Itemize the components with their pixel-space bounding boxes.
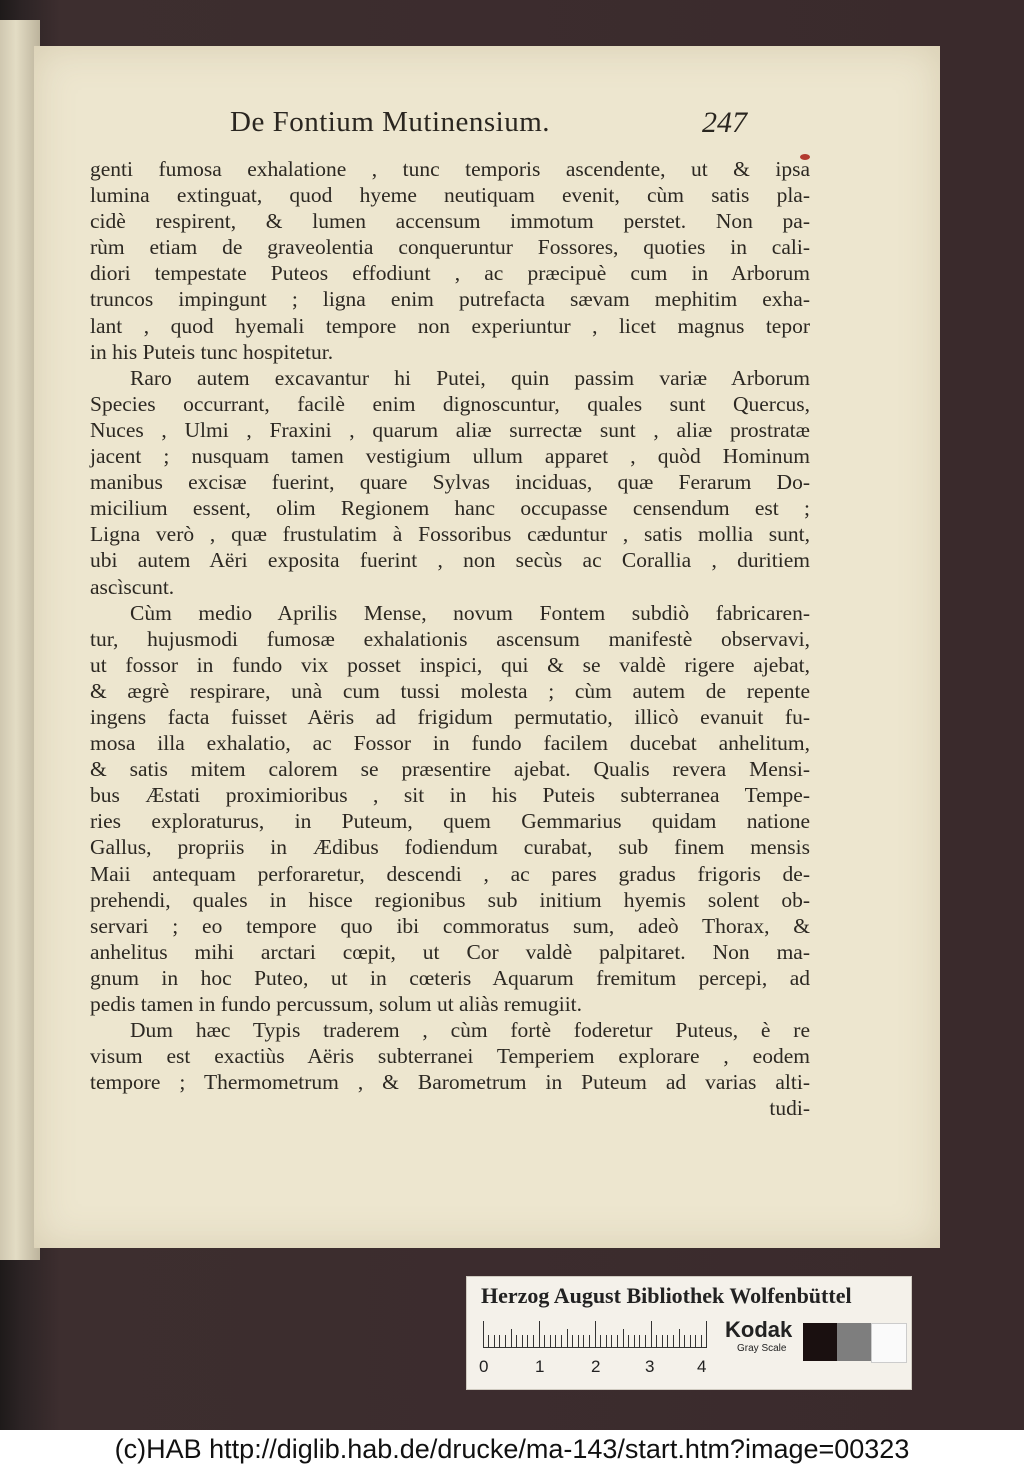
body-text [90,156,810,1121]
text-line: ingens facta fuisset Aëris ad frigidum permutatio, illicò evanuit fu- [90,704,810,729]
gray-swatch-mid [837,1323,871,1361]
copyright-url: (c)HAB http://diglib.hab.de/drucke/ma-143/start.htm?image=00323 [114,1434,910,1464]
ruler-number: 1 [535,1357,545,1376]
text-line: prehendi, quales in hisce regionibus sub initium hyemis solent ob- [90,887,810,912]
text-line: Nuces , Ulmi , Fraxini , quarum aliæ surrectæ sunt , aliæ prostratæ [90,417,810,442]
footer-bar [0,1430,1024,1470]
ruler-number: 2 [591,1357,601,1376]
text-line: Raro autem excavantur hi Putei, quin passim variæ Arborum [130,365,810,390]
text-line: lumina extinguat, quod hyeme neutiquam evenit, cùm satis pla- [90,183,810,208]
text-line: micilium essent, olim Regionem hanc occupasse censendum est ; [90,496,810,521]
ruler-number: 0 [479,1357,489,1376]
catchword: tudi- [769,1096,810,1121]
library-name: Herzog August Bibliothek Wolfenbüttel [481,1283,852,1308]
text-line: ascìscunt. [90,574,175,599]
text-line: gnum in hoc Puteo, ut in cœteris Aquarum fremitum percepi, ad [90,965,810,990]
text-line: anhelitus mihi arctari cœpit, ut Cor valdè palpitaret. Non ma- [90,939,810,964]
page-number: 247 [702,106,747,139]
text-line: Cùm medio Aprilis Mense, novum Fontem subdiò fabricaren- [130,600,810,625]
text-line: in his Puteis tunc hospitetur. [90,339,334,364]
text-line: genti fumosa exhalatione , tunc temporis ascendente, ut & ipsa [90,157,810,181]
book-page [34,46,940,1248]
measurement-ruler [483,1321,707,1348]
ruler-number: 3 [645,1357,655,1376]
text-line: Species occurrant, facilè enim dignoscuntur, quales sunt Quercus, [90,391,810,416]
gray-scale-label: Gray Scale [737,1343,787,1354]
text-line: diori tempestate Puteos effodiunt , ac præcipuè cum in Arborum [90,261,810,286]
text-line: truncos impingunt ; ligna enim putrefacta sævam mephitim exha- [90,287,810,312]
running-head: De Fontium Mutinensium. [230,106,551,138]
text-line: tempore ; Thermometrum , & Barometrum in Puteum ad varias alti- [90,1070,810,1095]
text-line: servari ; eo tempore quo ibi commoratus sum, adeò Thorax, & [90,913,810,938]
gray-swatch-black [803,1323,837,1361]
text-line: mosa illa exhalatio, ac Fossor in fundo facilem ducebat anhelitum, [90,731,810,756]
text-line: visum est exactiùs Aëris subterranei Temperiem explorare , eodem [90,1044,810,1069]
text-line: ubi autem Aëri exposita fuerint , non secùs ac Corallia , duritiem [90,548,810,573]
kodak-logo: Kodak [725,1317,793,1342]
text-line: Gallus, propriis in Ædibus fodiendum curabat, sub finem mensis [90,835,810,860]
text-line: tur, hujusmodi fumosæ exhalationis ascensum manifestè observavi, [90,626,810,651]
text-line: rùm etiam de graveolentia conqueruntur Fossores, quoties in cali- [90,235,810,260]
text-line: pedis tamen in fundo percussum, solum ut aliàs remugiit. [90,992,583,1016]
text-line: manibus excisæ fuerint, quare Sylvas inciduas, quæ Ferarum Do- [90,470,810,495]
ruler-number: 4 [697,1357,707,1376]
gray-swatch-white [871,1323,907,1363]
text-line: Ligna verò , quæ frustulatim à Fossoribus cæduntur , satis mollia sunt, [90,522,810,547]
text-line: Dum hæc Typis traderem , cùm fortè foderetur Puteus, è re [130,1018,810,1043]
text-line: ries exploraturus, in Puteum, quem Gemmarius quidam natione [90,809,810,834]
text-line: lant , quod hyemali tempore non experiuntur , licet magnus tepor [90,313,810,338]
text-line: bus Æstati proximioribus , sit in his Puteis subterranea Tempe- [90,783,810,808]
text-line: ut fossor in fundo vix posset inspici, qui & se valdè rigere ajebat, [90,652,810,677]
library-color-chart [466,1276,912,1390]
text-line: & satis mitem calorem se præsentire ajebat. Qualis revera Mensi- [90,757,810,782]
text-line: Maii antequam perforaretur, descendi , ac pares gradus frigoris de- [90,861,810,886]
text-line: & ægrè respirare, unà cum tussi molesta ; cùm autem de repente [90,678,810,703]
text-line: cidè respirent, & lumen accensum immotum perstet. Non pa- [90,209,810,234]
text-line: jacent ; nusquam tamen vestigium ullum apparet , quòd Hominum [90,444,810,469]
